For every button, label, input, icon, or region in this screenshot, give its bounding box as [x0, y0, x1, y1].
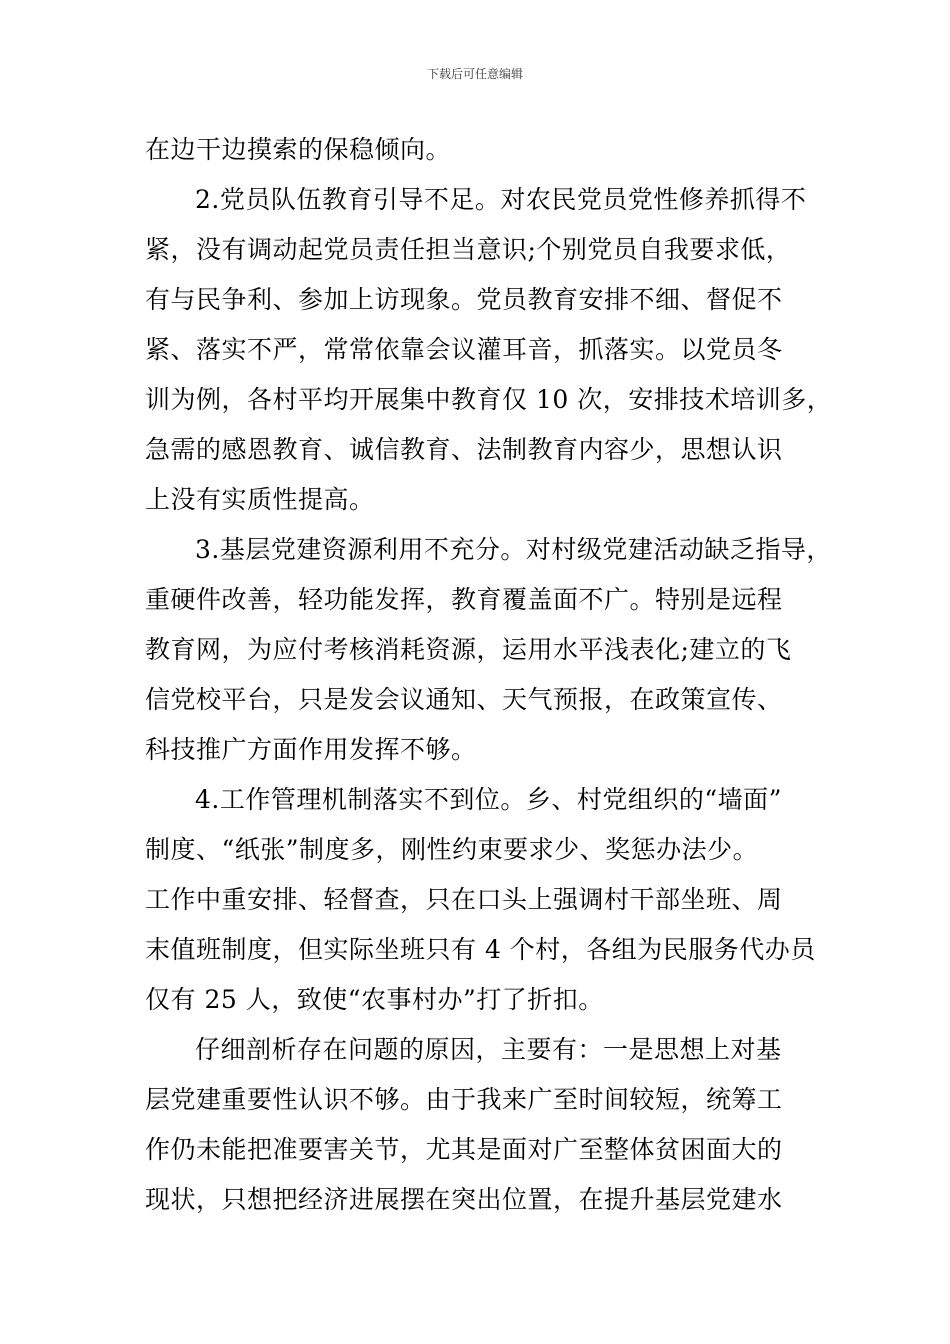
text-line: 有与民争利、参加上访现象。党员教育安排不细、督促不 [145, 285, 783, 314]
paragraph-start-line: 3.基层党建资源利用不充分。对村级党建活动缺乏指导， [195, 535, 832, 564]
text-line: 层党建重要性认识不够。由于我来广至时间较短，统筹工 [145, 1085, 783, 1114]
text-line: 科技推广方面作用发挥不够。 [145, 735, 477, 764]
text-line: 信党校平台，只是发会议通知、天气预报，在政策宣传、 [145, 685, 783, 714]
text-line: 教育网，为应付考核消耗资源，运用水平浅表化;建立的飞 [145, 635, 792, 664]
page-header: 下载后可任意编辑 [426, 67, 523, 81]
text-line: 急需的感恩教育、诚信教育、法制教育内容少，思想认识 [145, 435, 783, 464]
text-line: 仅有 25 人，致使“农事村办”打了折扣。 [145, 985, 604, 1014]
paragraph-start-line: 4.工作管理机制落实不到位。乡、村党组织的“墙面” [195, 785, 782, 814]
text-line: 工作中重安排、轻督查，只在口头上强调村干部坐班、周 [145, 885, 783, 914]
paragraph-start-line: 2.党员队伍教育引导不足。对农民党员党性修养抓得不 [195, 185, 807, 214]
text-line: 在边干边摸索的保稳倾向。 [145, 135, 452, 164]
text-line: 紧，没有调动起党员责任担当意识;个别党员自我要求低， [145, 235, 792, 264]
text-line: 重硬件改善，轻功能发挥，教育覆盖面不广。特别是远程 [145, 585, 783, 614]
text-line: 现状，只想把经济进展摆在突出位置，在提升基层党建水 [145, 1185, 783, 1214]
text-line: 末值班制度，但实际坐班只有 4 个村，各组为民服务代办员 [145, 935, 816, 964]
text-line: 紧、落实不严，常常依靠会议灌耳音，抓落实。以党员冬 [145, 335, 783, 364]
text-line: 作仍未能把准要害关节，尤其是面对广至整体贫困面大的 [145, 1135, 783, 1164]
document-body [145, 125, 833, 1225]
text-line: 制度、“纸张”制度多，刚性约束要求少、奖惩办法少。 [145, 835, 759, 864]
text-line: 训为例，各村平均开展集中教育仅 10 次，安排技术培训多， [145, 385, 833, 414]
paragraph-start-line: 仔细剖析存在问题的原因，主要有：一是思想上对基 [195, 1035, 782, 1064]
text-line: 上没有实质性提高。 [145, 485, 375, 514]
